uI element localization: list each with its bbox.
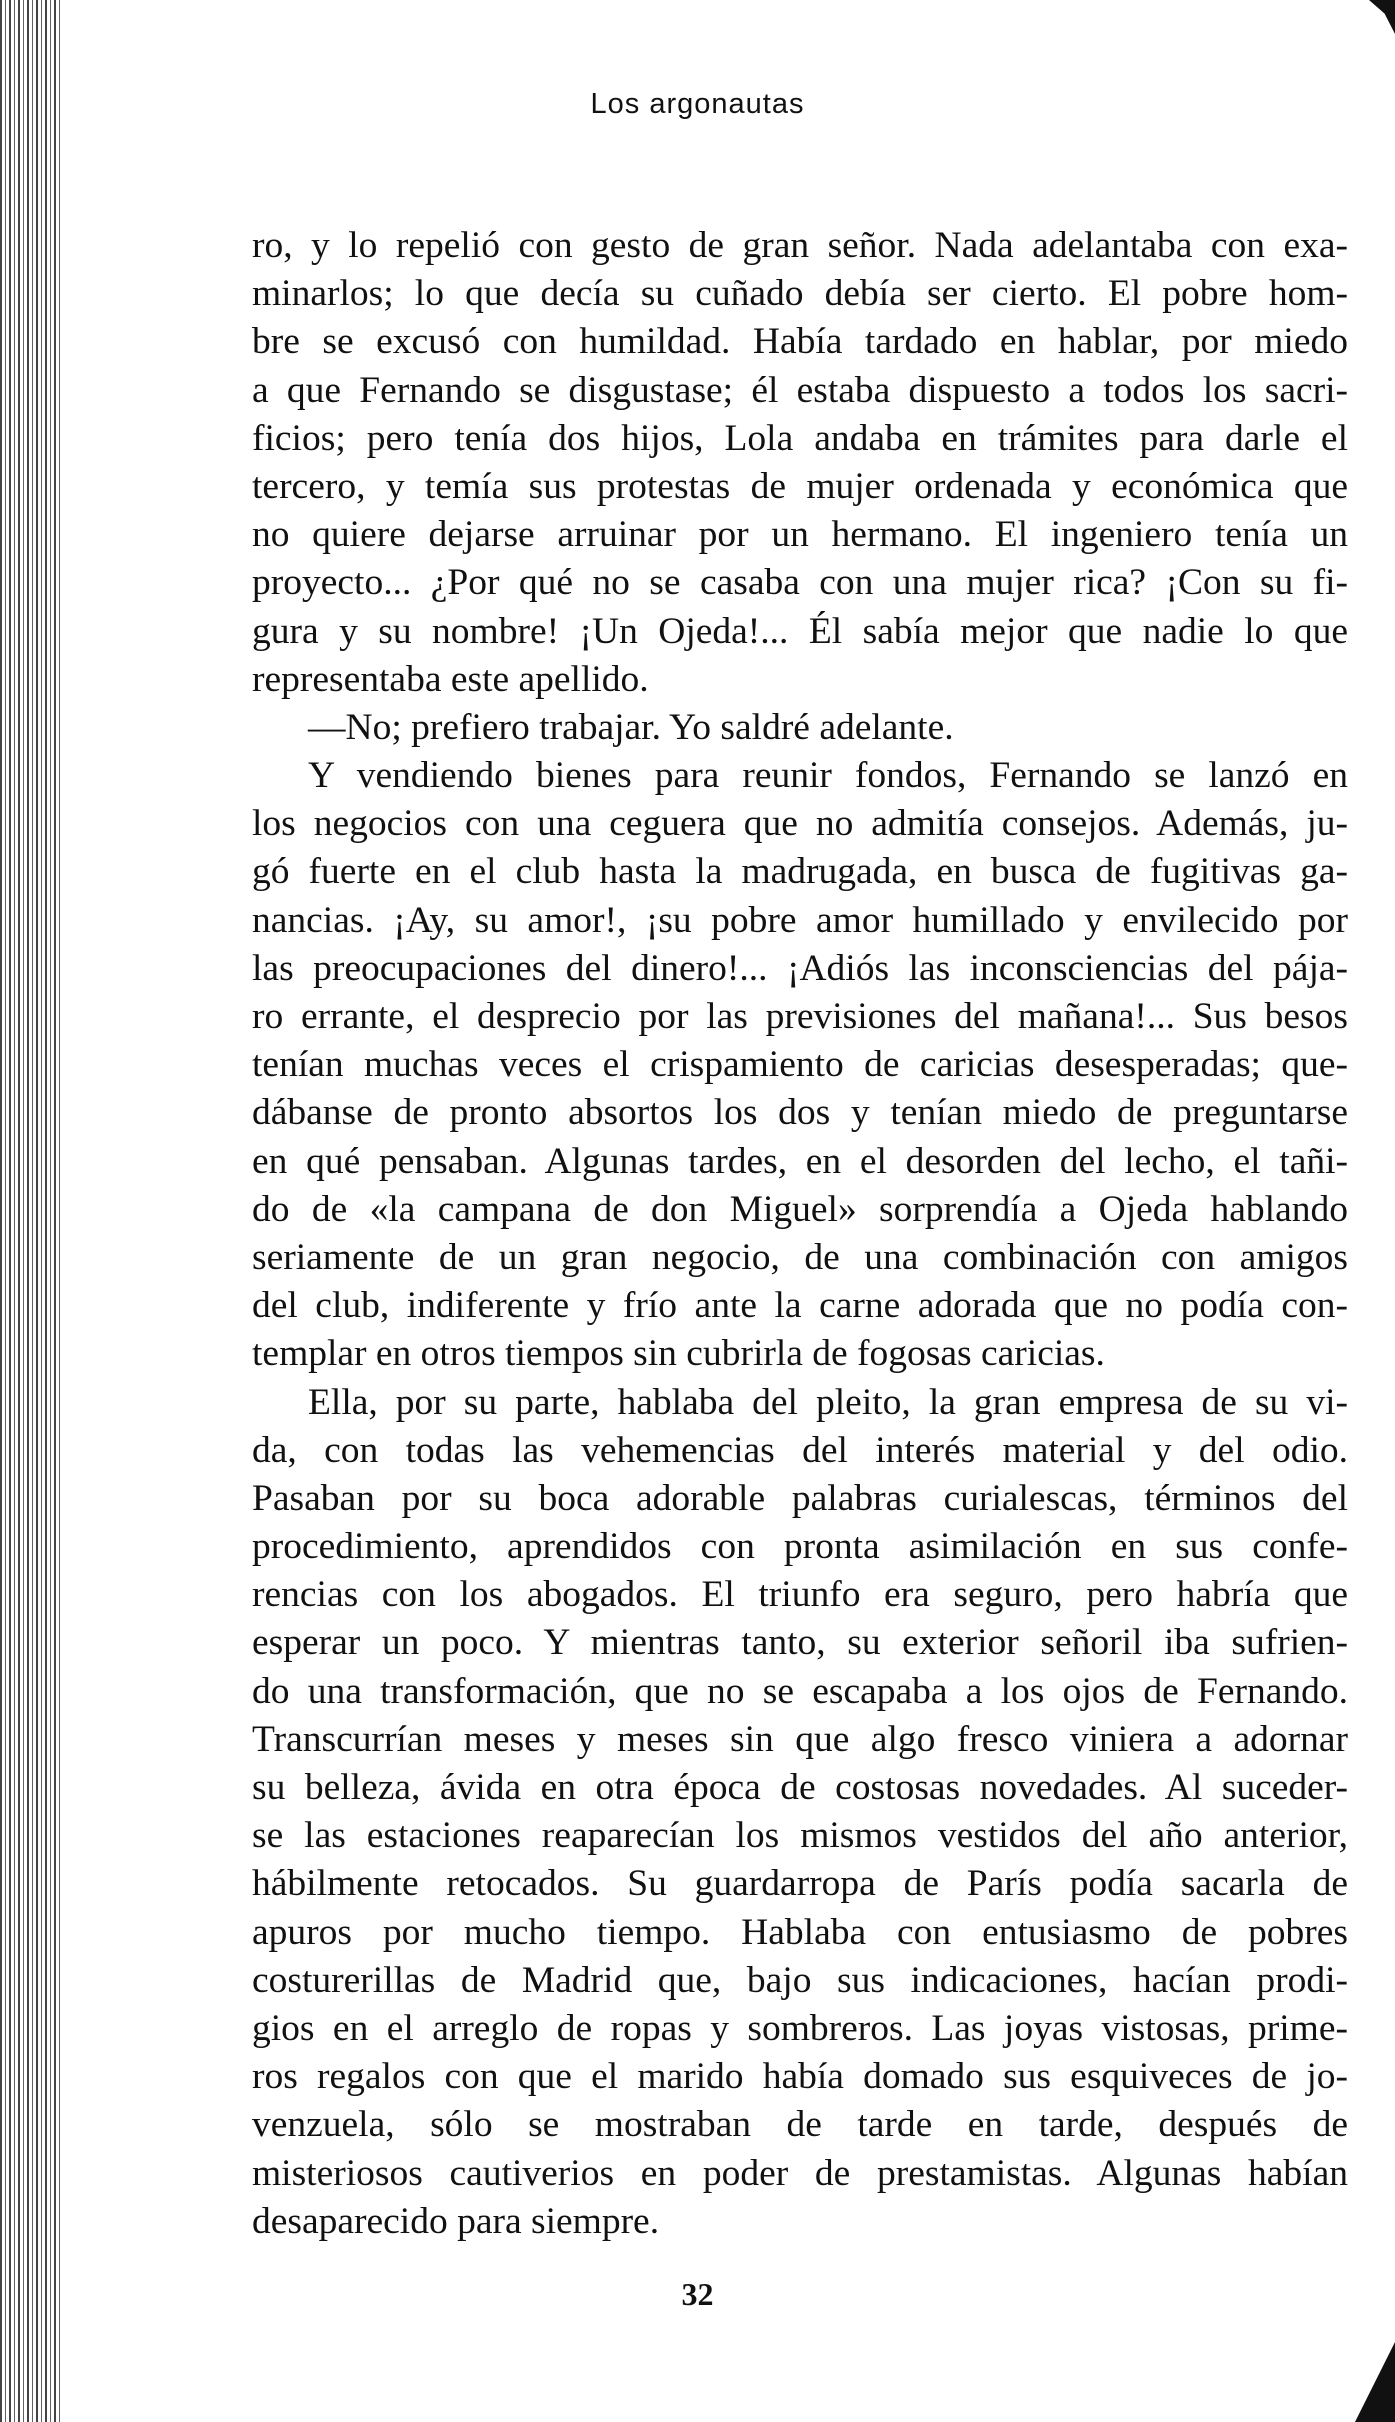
text-line: ro, y lo repelió con gesto de gran señor. Nada adelantaba con exa-	[252, 225, 1348, 266]
text-line: minarlos; lo que decía su cuñado debía ser cierto. El pobre hom-	[252, 273, 1348, 315]
text-line: proyecto... ¿Por qué no se casaba con una mujer rica? ¡Con su fi-	[252, 562, 1348, 604]
text-line: a que Fernando se disgustase; él estaba dispuesto a todos los sacri-	[252, 369, 1348, 411]
text-line: esperar un poco. Y mientras tanto, su exterior señoril iba sufrien-	[252, 1622, 1348, 1664]
text-line: rencias con los abogados. El triunfo era seguro, pero habría que	[252, 1574, 1348, 1616]
text-line: su belleza, ávida en otra época de costosas novedades. Al suceder-	[252, 1767, 1348, 1808]
text-line: los negocios con una ceguera que no admitía consejos. Además, ju-	[252, 803, 1348, 845]
text-line: desaparecido para siempre.	[252, 2200, 660, 2242]
text-line: en qué pensaban. Algunas tardes, en el desorden del lecho, el tañi-	[252, 1140, 1348, 1182]
text-line: do una transformación, que no se escapaba a los ojos de Fernando.	[252, 1670, 1348, 1712]
text-line: procedimiento, aprendidos con pronta asimilación en sus confe-	[252, 1526, 1348, 1568]
page-number: 32	[681, 2276, 714, 2312]
text-line: tenían muchas veces el crispamiento de caricias desesperadas; que-	[252, 1044, 1348, 1086]
text-line: costurerillas de Madrid que, bajo sus indicaciones, hacían prodi-	[252, 1959, 1348, 2001]
text-line: gios en el arreglo de ropas y sombreros. Las joyas vistosas, prime-	[252, 2007, 1348, 2049]
text-line: no quiere dejarse arruinar por un hermano. El ingeniero tenía un	[252, 514, 1348, 556]
running-head: Los argonautas	[590, 88, 805, 120]
text-line: tercero, y temía sus protestas de mujer ordenada y económica que	[252, 465, 1348, 507]
text-line: da, con todas las vehemencias del interés material y del odio.	[252, 1429, 1348, 1471]
text-line: apuros por mucho tiempo. Hablaba con entusiasmo de pobres	[252, 1911, 1348, 1953]
text-line: ros regalos con que el marido había domado sus esquiveces de jo-	[252, 2056, 1348, 2098]
text-line: hábilmente retocados. Su guardarropa de París podía sacarla de	[252, 1863, 1348, 1905]
text-line: las preocupaciones del dinero!... ¡Adiós las inconsciencias del pája-	[252, 947, 1348, 989]
text-line: ficios; pero tenía dos hijos, Lola andaba en trámites para darle el	[252, 417, 1348, 459]
text-line: del club, indiferente y frío ante la carne adorada que no podía con-	[252, 1285, 1348, 1327]
text-line: venzuela, sólo se mostraban de tarde en tarde, después de	[252, 2104, 1348, 2146]
text-line: templar en otros tiempos sin cubrirla de fogosas caricias.	[252, 1333, 1105, 1375]
text-line: Ella, por su parte, hablaba del pleito, la gran empresa de su vi-	[308, 1381, 1348, 1423]
text-line: se las estaciones reaparecían los mismos vestidos del año anterior,	[252, 1815, 1348, 1857]
text-line: seriamente de un gran negocio, de una combinación con amigos	[252, 1236, 1348, 1278]
book-binding-edge	[0, 0, 60, 2422]
scan-corner-mark	[1369, 0, 1395, 34]
text-line: Pasaban por su boca adorable palabras curialescas, términos del	[252, 1477, 1348, 1519]
text-line: representaba este apellido.	[252, 658, 649, 700]
text-line: nancias. ¡Ay, su amor!, ¡su pobre amor humillado y envilecido por	[252, 899, 1348, 941]
text-line: bre se excusó con humildad. Había tardado en hablar, por miedo	[252, 321, 1348, 363]
scan-corner-mark-bottom	[1355, 2342, 1395, 2422]
text-line: gó fuerte en el club hasta la madrugada, en busca de fugitivas ga-	[252, 851, 1348, 893]
text-line: gura y su nombre! ¡Un Ojeda!... Él sabía mejor que nadie lo que	[252, 610, 1348, 652]
text-line: —No; prefiero trabajar. Yo saldré adelante.	[308, 706, 954, 748]
text-line: Y vendiendo bienes para reunir fondos, Fernando se lanzó en	[308, 755, 1348, 797]
text-line: ro errante, el desprecio por las previsiones del mañana!... Sus besos	[252, 996, 1348, 1037]
text-line: Transcurrían meses y meses sin que algo fresco viniera a adornar	[252, 1718, 1348, 1760]
text-line: misteriosos cautiverios en poder de prestamistas. Algunas habían	[252, 2152, 1348, 2194]
body-text	[252, 222, 1348, 2246]
text-line: dábanse de pronto absortos los dos y tenían miedo de preguntarse	[252, 1092, 1348, 1134]
text-line: do de «la campana de don Miguel» sorprendía a Ojeda hablando	[252, 1188, 1348, 1230]
